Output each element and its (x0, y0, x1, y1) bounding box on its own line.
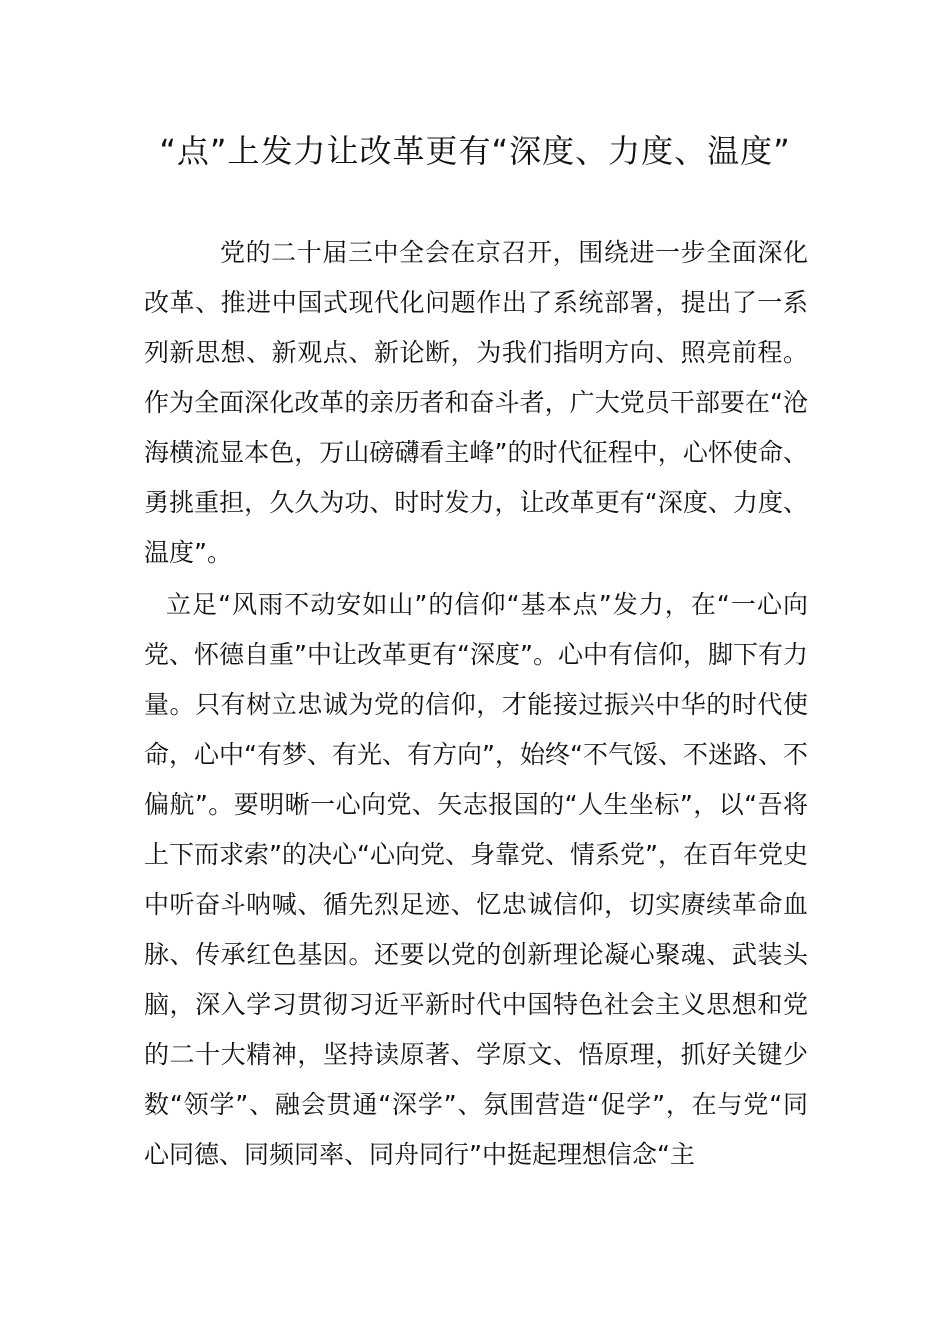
body-paragraph: 立足“风雨不动安如山”的信仰“基本点”发力，在“一心向党、怀德自重”中让改革更有“深度”。心中有信仰，脚下有力量。只有树立忠诚为党的信仰，才能接过振兴中华的时代使命，心中“有梦、有光、有方向”，始终“不气馁、不迷路、不偏航”。要明晰一心向党、矢志报国的“人生坐标”，以“吾将上下而求索”的决心“心向党、身靠党、情系党”，在百年党史中听奋斗呐喊、循先烈足迹、忆忠诚信仰，切实赓续革命血脉、传承红色基因。还要以党的创新理论凝心聚魂、武装头脑，深入学习贯彻习近平新时代中国特色社会主义思想和党的二十大精神，坚持读原著、学原文、悟原理，抓好关键少数“领学”、融会贯通“深学”、氛围营造“促学”，在与党“同心同德、同频同率、同舟同行”中挺起理想信念“主 (144, 590, 808, 1169)
document-body (144, 228, 808, 1180)
document-title: “点”上发力让改革更有“深度、力度、温度” (159, 132, 791, 170)
body-paragraph: 党的二十届三中全会在京召开，围绕进一步全面深化改革、推进中国式现代化问题作出了系统部署，提出了一系列新思想、新观点、新论断，为我们指明方向、照亮前程。作为全面深化改革的亲历者和奋斗者，广大党员干部要在“沧海横流显本色，万山磅礴看主峰”的时代征程中，心怀使命、勇挑重担，久久为功、时时发力，让改革更有“深度、力度、温度”。 (144, 238, 808, 567)
